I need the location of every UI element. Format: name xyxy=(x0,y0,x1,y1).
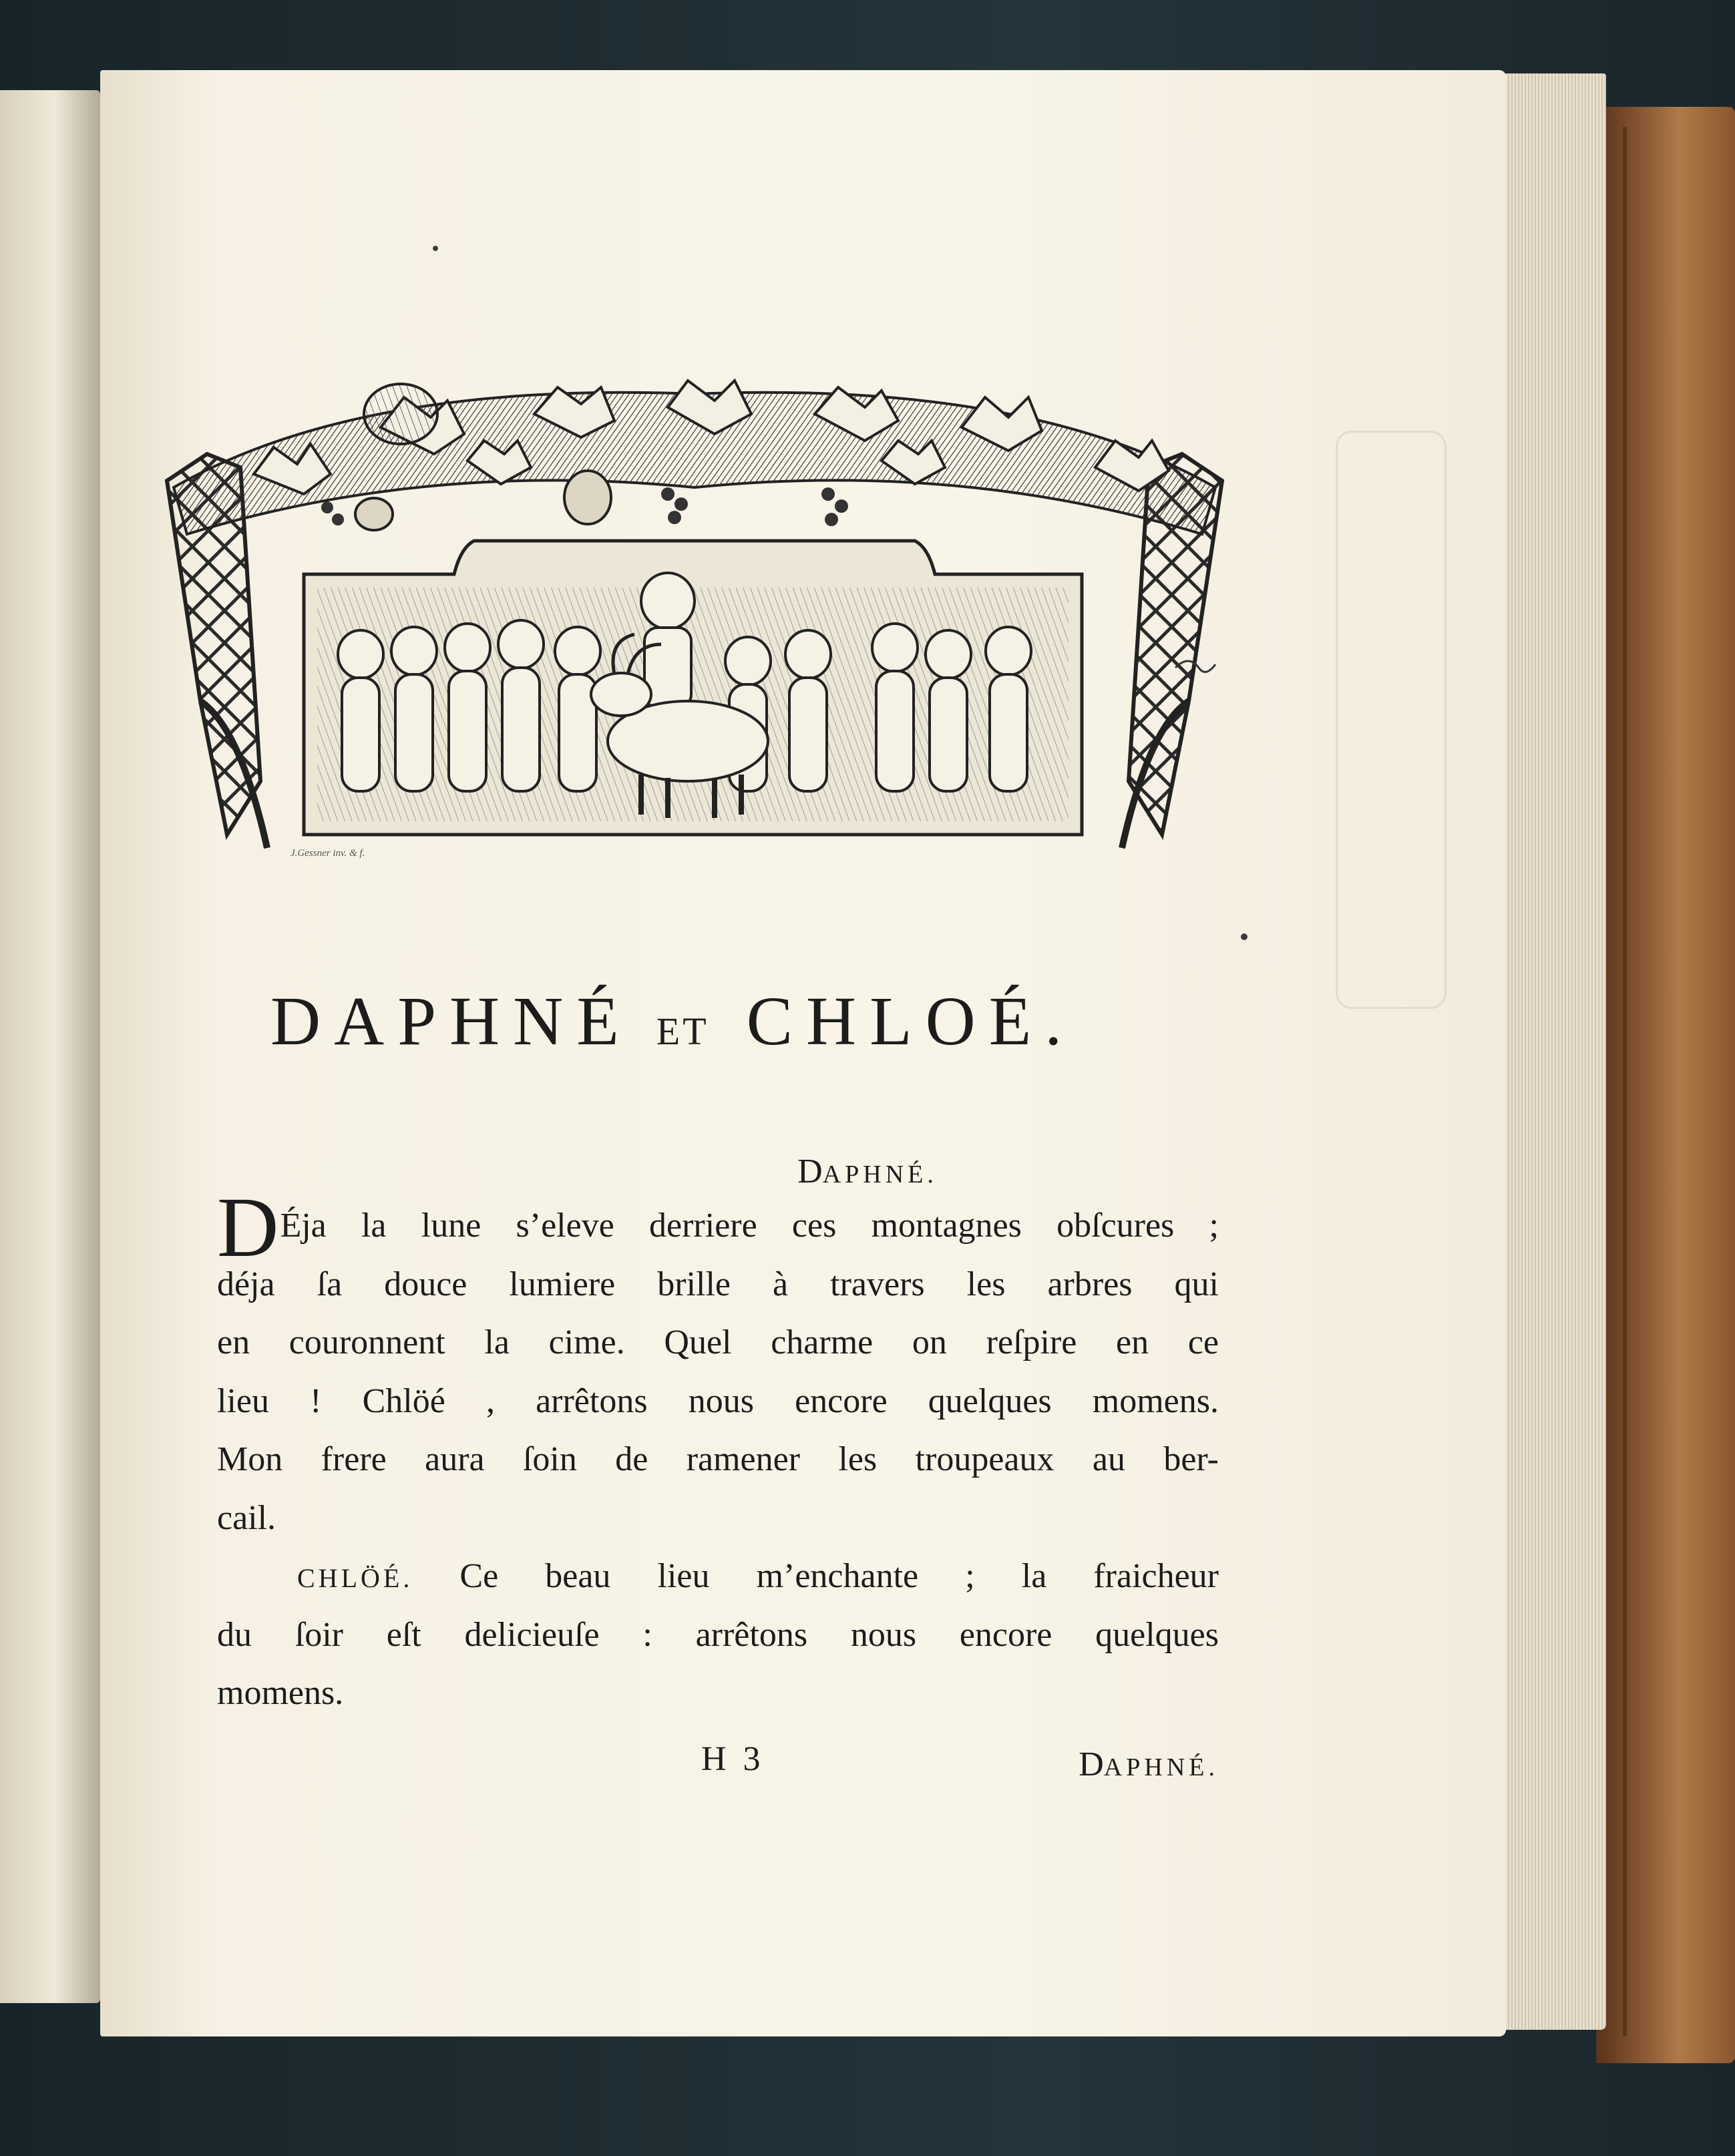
catchword xyxy=(1079,1745,1219,1784)
catchword-rest: APHNÉ. xyxy=(1103,1753,1219,1781)
signature-mark: H 3 xyxy=(701,1740,765,1778)
ink-speck xyxy=(433,246,438,251)
vine-garland xyxy=(174,381,1215,534)
engraver-credit: J.Gessner inv. & f. xyxy=(291,848,365,859)
text-line: lieu ! Chlöé , arrêtons nous encore quelques momens. xyxy=(217,1381,1219,1420)
title-daphne: DAPHNÉ xyxy=(270,983,632,1060)
first-line-text: Éja la lune s’eleve derriere ces montagnes obſcures ; xyxy=(280,1207,1219,1245)
facing-page-edge xyxy=(0,90,100,2003)
speaker-heading-rest: APHNÉ. xyxy=(822,1160,938,1189)
text-line xyxy=(217,1547,1219,1606)
speaker-chloe: CHLÖÉ. xyxy=(297,1563,413,1593)
text-line: Mon frere aura ſoin de ramener les troupeaux au ber- xyxy=(217,1440,1219,1478)
body-text xyxy=(217,1180,1219,1723)
speaker-heading-initial: D xyxy=(797,1152,823,1191)
text-line: cail. xyxy=(217,1498,276,1537)
text-line: momens. xyxy=(217,1674,344,1712)
show-through-mark xyxy=(1336,431,1447,1009)
catchword-initial: D xyxy=(1079,1745,1104,1783)
text-line: en couronnent la cime. Quel charme on reſpire en ce xyxy=(217,1323,1219,1361)
text-line: du ſoir eſt delicieuſe : arrêtons nous encore quelques xyxy=(217,1615,1219,1654)
title-chloe: CHLOÉ. xyxy=(746,983,1076,1060)
text-line xyxy=(217,1180,1219,1275)
drop-cap: D xyxy=(217,1180,279,1275)
title-conjunction: ET xyxy=(656,1010,709,1053)
engraved-vignette xyxy=(160,354,1229,868)
relief-panel xyxy=(304,541,1082,835)
speaker-chloe-text: Ce beau lieu m’enchante ; la fraicheur xyxy=(459,1557,1219,1595)
page-footer xyxy=(217,1739,1219,1793)
text-line: déja ſa douce lumiere brille à travers les arbres qui xyxy=(217,1265,1219,1303)
ink-speck xyxy=(1241,933,1247,940)
page-edges xyxy=(1496,73,1606,2030)
leather-cover xyxy=(1596,107,1735,2063)
page-title xyxy=(270,982,1219,1082)
